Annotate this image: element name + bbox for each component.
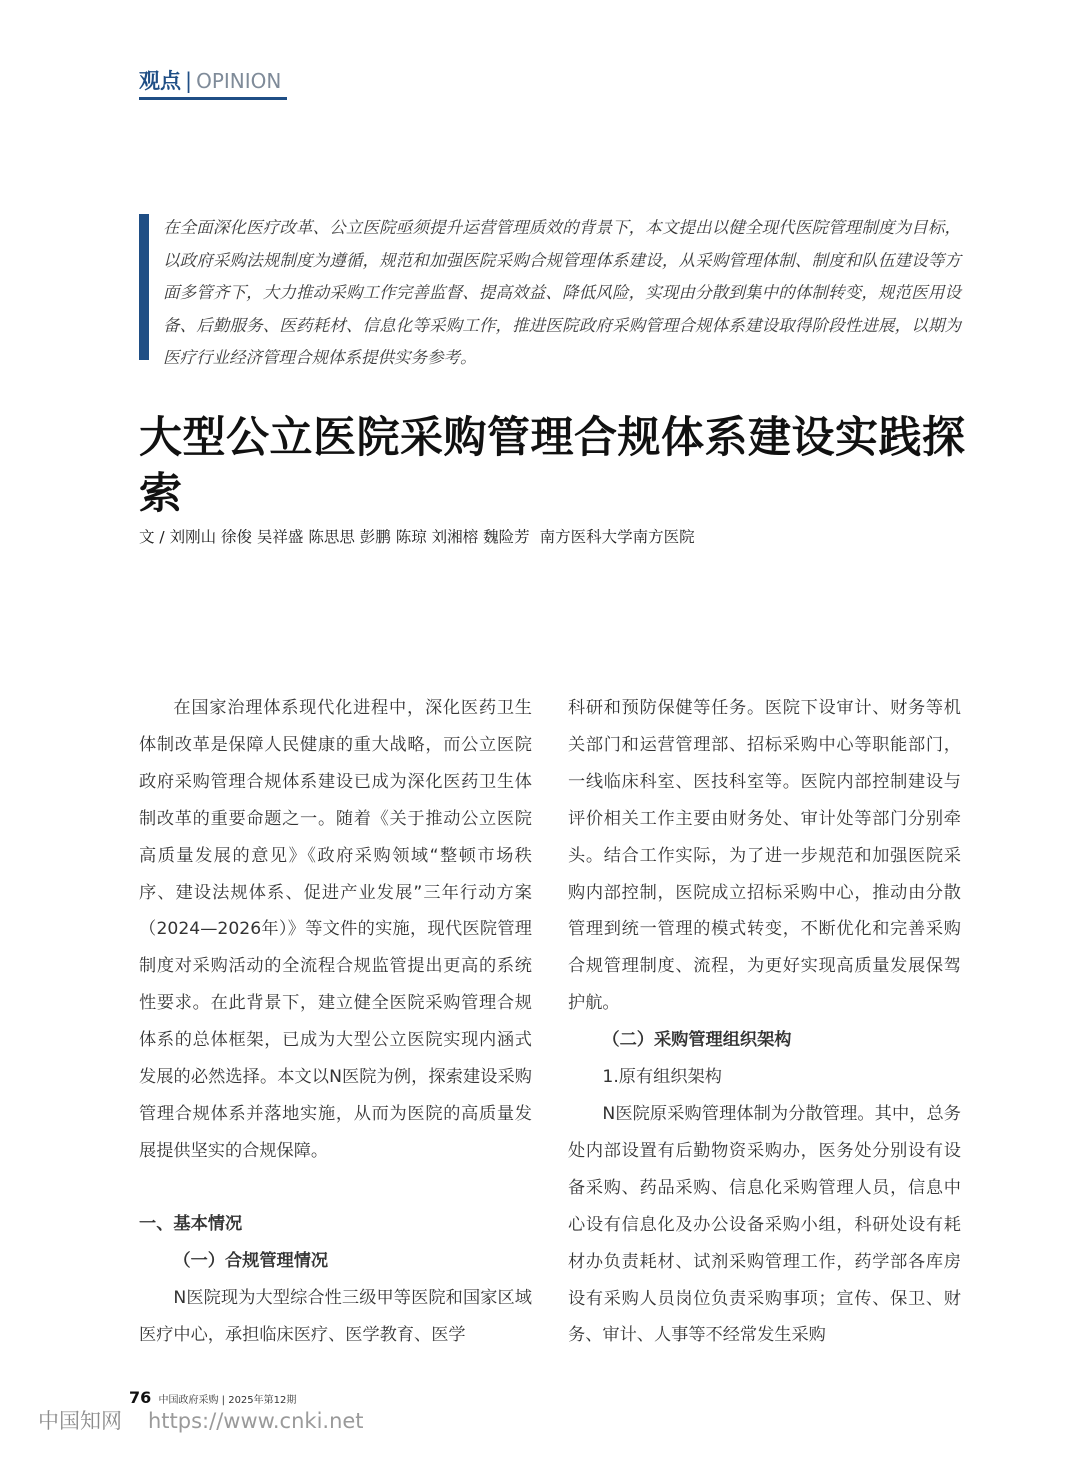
article-title: 大型公立医院采购管理合规体系建设实践探索 <box>139 413 966 519</box>
journal-name: 中国政府采购 <box>158 1395 219 1406</box>
section-gap <box>139 1170 532 1206</box>
byline <box>139 524 959 550</box>
issue-label: 2025年第12期 <box>228 1395 297 1406</box>
body-paragraph-continued: 科研和预防保健等任务。医院下设审计、财务等机关部门和运营管理部、招标采购中心等职能部门，一线临床科室、医技科室等。医院内部控制建设与评价相关工作主要由财务处、审计处等部门分别牵头。结合工作实际，为了进一步规范和加强医院采购内部控制，医院成立招标采购中心，推动由分散管理到统一管理的模式转变，不断优化和完善采购合规管理制度、流程，为更好实现高质量发展保驾护航。 <box>568 698 961 1014</box>
left-column <box>139 690 532 1353</box>
sub-subsection-heading: 1.原有组织架构 <box>602 1067 722 1088</box>
page-number: 76 <box>129 1388 152 1407</box>
body-paragraph: N医院原采购管理体制为分散管理。其中，总务处内部设置有后勤物资采购办，医务处分别设有设备采购、药品采购、信息化采购管理人员，信息中心设有信息化及办公设备采购小组，科研处设有耗材办负责耗材、试剂采购管理工作，药学部各库房设有采购人员岗位负责采购事项；宣传、保卫、财务、审计、人事等不经常发生采购 <box>568 1103 961 1346</box>
right-column <box>568 690 961 1354</box>
watermark-url[interactable]: https://www.cnki.net <box>148 1409 364 1433</box>
affiliation: 南方医科大学南方医院 <box>539 528 695 546</box>
watermark <box>38 1406 364 1436</box>
section-label-cn: 观点 <box>139 69 181 93</box>
authors: 文 / 刘刚山 徐俊 吴祥盛 陈思思 彭鹏 陈琼 刘湘榕 魏险芳 <box>139 528 530 546</box>
subsection-heading: （二）采购管理组织架构 <box>602 1030 792 1051</box>
subsection-heading: （一）合规管理情况 <box>173 1250 329 1271</box>
abstract-block <box>139 212 961 368</box>
footer-separator: | <box>221 1395 226 1406</box>
body-paragraph: N医院现为大型综合性三级甲等医院和国家区域医疗中心，承担临床医疗、医学教育、医学 <box>139 1287 532 1345</box>
section-heading: 一、基本情况 <box>139 1213 243 1234</box>
abstract-accent-bar <box>139 214 149 360</box>
intro-paragraph: 在国家治理体系现代化进程中，深化医药卫生体制改革是保障人民健康的重大战略，而公立医院政府采购管理合规体系建设已成为深化医药卫生体制改革的重要命题之一。随着《关于推动公立医院高质量发展的意见》《政府采购领域“整顿市场秩序、建设法规体系、促进产业发展”三年行动方案（2024—2026年）》等文件的实施，现代医院管理制度对采购活动的全流程合规监管提出更高的系统性要求。在此背景下，建立健全医院采购管理合规体系的总体框架，已成为大型公立医院实现内涵式发展的必然选择。本文以N医院为例，探索建设采购管理合规体系并落地实施，从而为医院的高质量发展提供坚实的合规保障。 <box>139 698 532 1161</box>
section-tag <box>139 66 287 100</box>
section-separator: | <box>185 69 193 93</box>
abstract-text: 在全面深化医疗改革、公立医院亟须提升运营管理质效的背景下，本文提出以健全现代医院管理制度为目标，以政府采购法规制度为遵循，规范和加强医院采购合规管理体系建设，从采购管理体制、制度和队伍建设等方面多管齐下，大力推动采购工作完善监督、提高效益、降低风险，实现由分散到集中的体制转变，规范医用设备、后勤服务、医药耗材、信息化等采购工作，推进医院政府采购管理合规体系建设取得阶段性进展，以期为医疗行业经济管理合规体系提供实务参考。 <box>163 218 961 368</box>
watermark-site: 中国知网 <box>38 1409 122 1433</box>
section-label-en: OPINION <box>196 69 282 93</box>
